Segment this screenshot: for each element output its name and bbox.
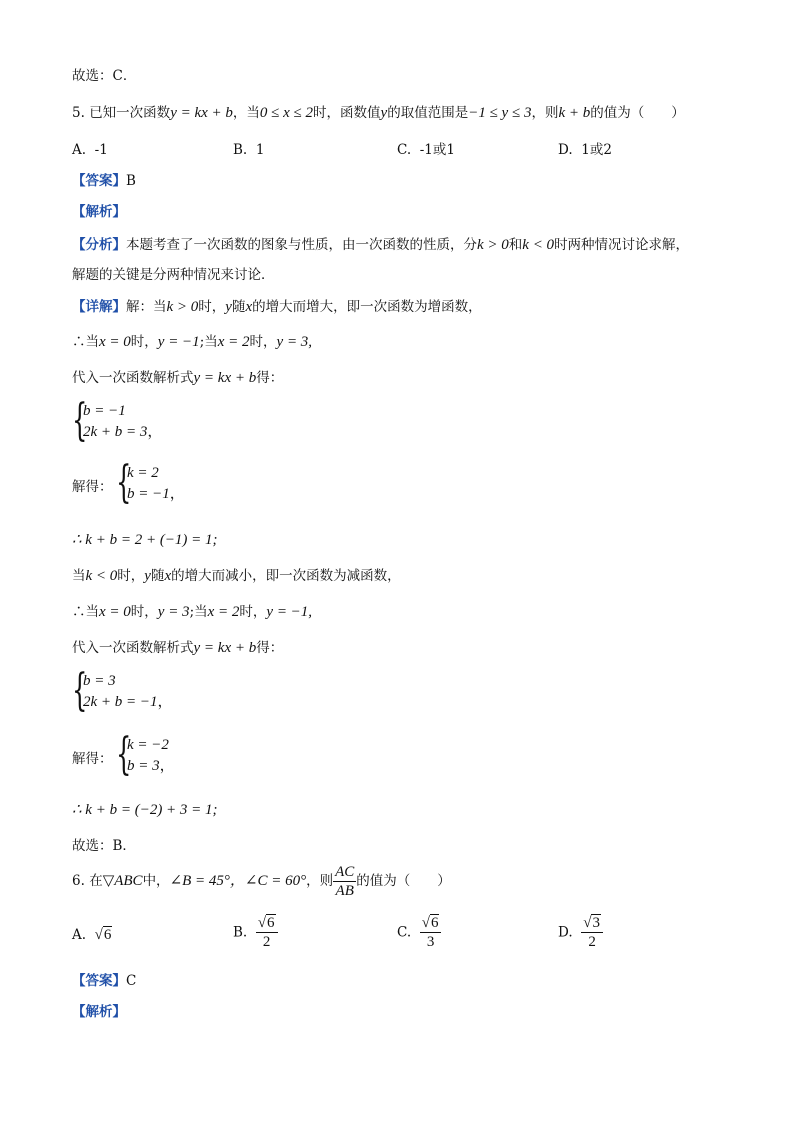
q5-stem: 5. 已知一次函数y = kx + b，当0 ≤ x ≤ 2时，函数值y的取值范围是−1 ≤ y ≤ 3，则k + b的值为（ ） [72,105,685,121]
q6-option-b[interactable]: B. $\frac{√6}{2}$ [233,914,278,951]
q5-case2-substitute: 代入一次函数解析式y = kx + b得： [72,640,284,656]
q5-case2-system: { b = 3 2k + b = −1， [72,665,173,716]
q6-angles: ∠B = 45°，∠C = 60° [169,873,307,889]
q5-case1-result: ∴ k + b = 2 + (−1) = 1; [72,532,218,548]
q5-case2-result: ∴ k + b = (−2) + 3 = 1; [72,802,218,818]
q5-case1-values: ∴当x = 0时，y = −1;当x = 2时，y = 3, [72,334,313,350]
q6-stem: 6. 在▽ABC中，∠B = 45°，∠C = 60°，则 $\frac{AC}{AB}$ 的值为（ ） [72,864,451,899]
brace-icon: { [72,665,88,716]
q5-case2-solve-label: 解得： [72,751,113,767]
prev-conclusion: 故选：C． [72,68,137,84]
q5-case1-solution: { k = 2 b = −1， [116,457,185,508]
q6-triangle: ▽ABC [102,873,143,889]
sqrt-icon: √3 [583,915,600,931]
q5-option-c[interactable]: C. -1或1 [397,142,455,158]
q6-option-d[interactable]: D. $\frac{√3}{2}$ [558,914,603,951]
brace-icon: { [72,395,88,446]
q5-answer: 【答案】B [72,173,136,189]
q6-option-c[interactable]: C. $\frac{√6}{3}$ [397,914,441,951]
q5-range: −1 ≤ y ≤ 3 [468,105,532,121]
q6-number: 6. [72,873,85,889]
q5-fenxi-cont: 解题的关键是分两种情况来讨论． [72,267,275,283]
q5-option-a[interactable]: A. -1 [72,142,108,158]
brace-icon: { [116,457,132,508]
q5-case2-solution: { k = −2 b = 3， [116,729,175,780]
q5-fenxi: 【分析】本题考查了一次函数的图象与性质，由一次函数的性质，分k > 0和k < 0时两种情况讨论求解， [72,237,690,253]
sqrt-icon: √6 [257,915,275,931]
q5-domain: 0 ≤ x ≤ 2 [259,105,314,121]
q5-option-b[interactable]: B. 1 [233,142,265,158]
q5-case1-solve-label: 解得： [72,479,113,495]
q5-function: y = kx + b [170,105,233,121]
q5-xiangjie: 【详解】解：当k > 0时，y随x的增大而增大，即一次函数为增函数， [72,299,482,315]
q5-case2: 当k < 0时，y随x的增大而减小，即一次函数为减函数， [72,568,401,584]
sqrt-icon: √6 [421,915,439,931]
q5-conclusion: 故选：B． [72,838,136,854]
q5-option-d[interactable]: D. 1或2 [558,142,612,158]
q5-case2-values: ∴当x = 0时，y = 3;当x = 2时，y = −1, [72,604,313,620]
q5-case1-substitute: 代入一次函数解析式y = kx + b得： [72,370,284,386]
q5-case1-system: { b = −1 2k + b = 3， [72,395,163,446]
brace-icon: { [116,729,132,780]
q5-number: 5. [72,105,85,121]
q6-fraction: $\frac{AC}{AB}$ [335,864,355,899]
q5-analysis-tag: 【解析】 [72,204,126,220]
q6-answer: 【答案】C [72,973,137,989]
q6-option-a[interactable]: A. √6 [72,927,112,943]
sqrt-icon: √6 [94,927,112,943]
q6-analysis-tag: 【解析】 [72,1004,126,1020]
